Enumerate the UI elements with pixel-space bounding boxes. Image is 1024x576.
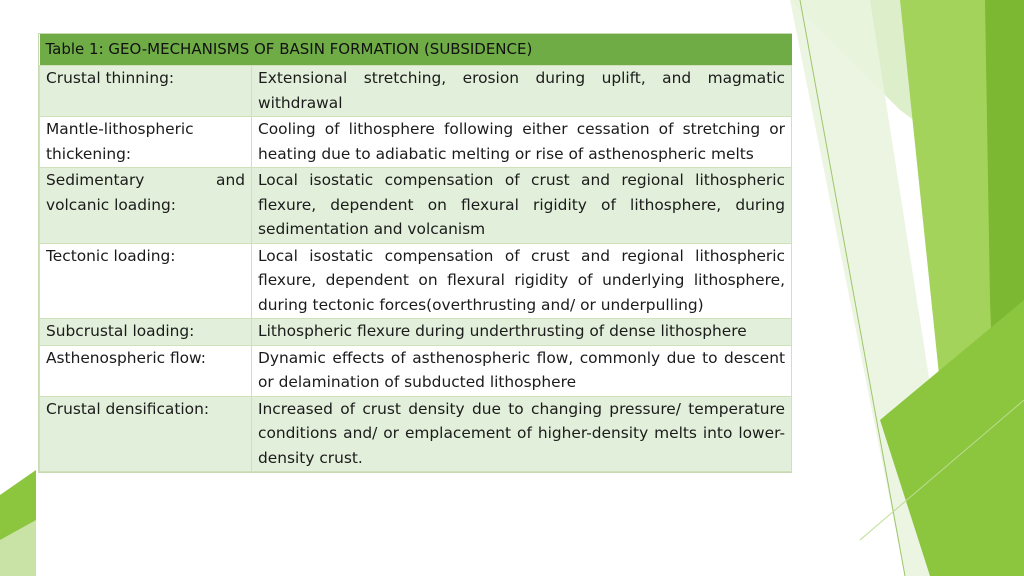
mechanism-description: Increased of crust density due to changing pressure/ temperature conditions and/ or emplacement of higher-density melts into lower-density crust. bbox=[252, 396, 792, 472]
mechanism-description: Local isostatic compensation of crust and regional lithospheric flexure, dependent on flexural rigidity of lithosphere, during sedimentation and volcanism bbox=[252, 168, 792, 244]
mechanism-term: Crustal densification: bbox=[40, 396, 252, 472]
table-row bbox=[40, 66, 792, 117]
mechanism-description: Extensional stretching, erosion during uplift, and magmatic withdrawal bbox=[252, 66, 792, 117]
table-row bbox=[40, 117, 792, 168]
mechanism-description: Cooling of lithosphere following either cessation of stretching or heating due to adiabatic melting or rise of asthenospheric melts bbox=[252, 117, 792, 168]
mechanism-description: Local isostatic compensation of crust and regional lithospheric flexure, dependent on flexural rigidity of underlying lithosphere, during tectonic forces(overthrusting and/ or underpulling) bbox=[252, 243, 792, 319]
table-row bbox=[40, 345, 792, 396]
table-row bbox=[40, 243, 792, 319]
subsidence-mechanisms-table bbox=[38, 33, 792, 473]
mechanism-description: Dynamic effects of asthenospheric flow, commonly due to descent or delamination of subducted lithosphere bbox=[252, 345, 792, 396]
mechanism-term: Subcrustal loading: bbox=[40, 319, 252, 346]
mechanism-term: Tectonic loading: bbox=[40, 243, 252, 319]
mechanism-term: Crustal thinning: bbox=[40, 66, 252, 117]
mechanism-term: Asthenospheric flow: bbox=[40, 345, 252, 396]
table-header-row bbox=[40, 34, 792, 66]
mechanism-term: Sedimentary and volcanic loading: bbox=[40, 168, 252, 244]
table-title: Table 1: GEO-MECHANISMS OF BASIN FORMATION (SUBSIDENCE) bbox=[40, 34, 792, 66]
table-row bbox=[40, 168, 792, 244]
table-row bbox=[40, 396, 792, 472]
mechanisms-table bbox=[39, 34, 792, 472]
mechanism-description: Lithospheric flexure during underthrusting of dense lithosphere bbox=[252, 319, 792, 346]
table-row bbox=[40, 319, 792, 346]
mechanism-term: Mantle-lithospheric thickening: bbox=[40, 117, 252, 168]
